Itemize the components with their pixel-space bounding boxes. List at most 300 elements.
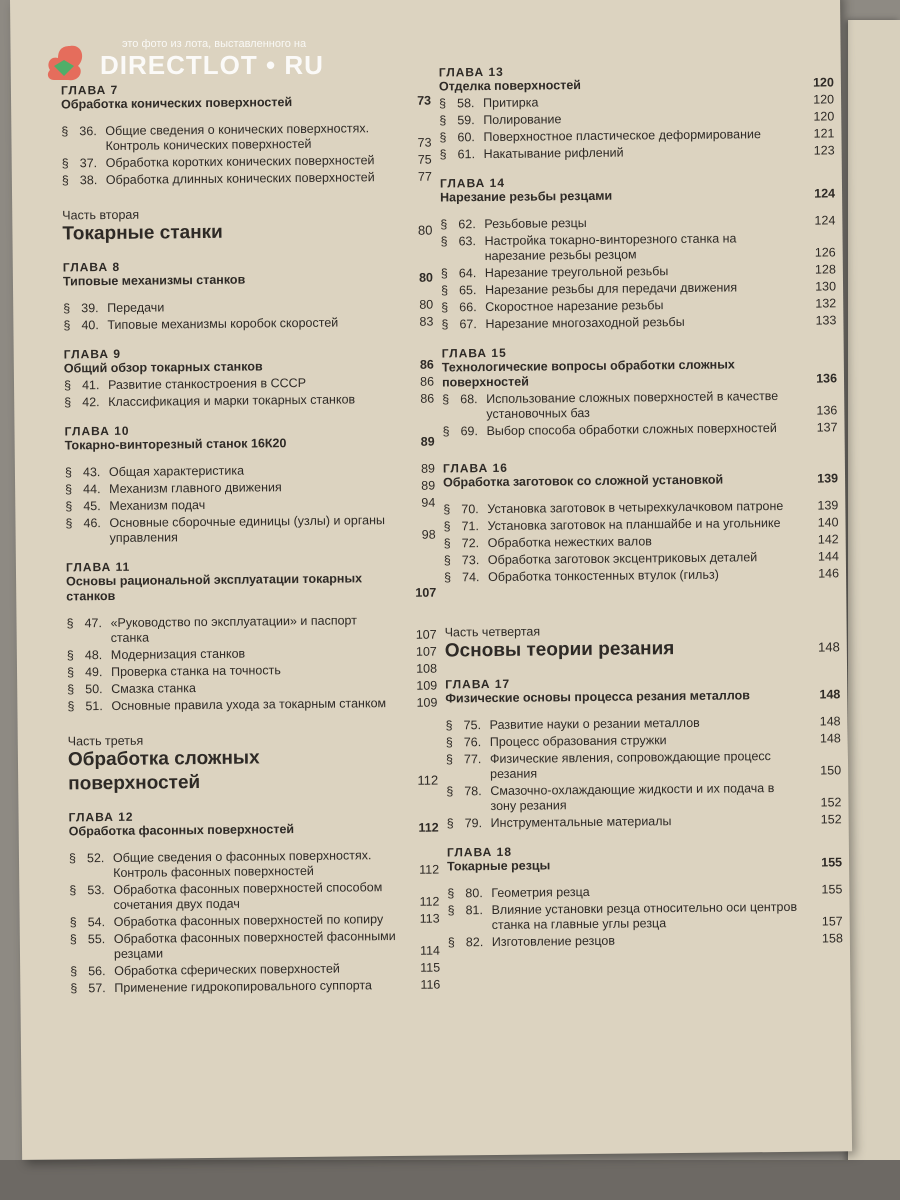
chapter-10 <box>64 421 435 547</box>
toc-entry <box>441 296 836 315</box>
section-number: 53. <box>87 883 105 898</box>
section-number: 36. <box>79 124 97 139</box>
section-title: Обработка заготовок эксцентриковых деталей <box>487 550 758 568</box>
toc-entry <box>441 279 836 298</box>
toc-entry <box>440 213 835 232</box>
section-sign: § <box>446 816 454 831</box>
page-number: 139 <box>817 498 839 513</box>
section-title: Развитие станкостроения в СССР <box>107 375 307 392</box>
section-title: Модернизация станков <box>110 646 246 662</box>
page-number: 152 <box>820 795 842 810</box>
section-sign: § <box>445 718 453 733</box>
toc-entry <box>442 388 837 422</box>
section-sign: § <box>67 682 75 697</box>
page-number: 144 <box>817 549 839 564</box>
toc-entry <box>65 496 435 515</box>
chapter-title-row <box>439 75 834 94</box>
page-number: 148 <box>818 639 840 655</box>
section-sign: § <box>70 964 78 979</box>
chapter-title: Физические основы процесса резания металлов <box>445 688 750 706</box>
section-title: Поверхностное пластическое деформирование <box>483 127 761 145</box>
chapter-title-row <box>66 571 436 605</box>
watermark-caption: это фото из лота, выставленного на <box>122 38 307 50</box>
section-list <box>64 375 434 411</box>
next-page-edge <box>848 20 900 1170</box>
section-title: «Руководство по эксплуатации» и паспорт станка <box>110 613 357 645</box>
page-number: 120 <box>812 75 834 90</box>
page-number: 148 <box>819 714 841 729</box>
section-sign: § <box>439 113 447 128</box>
section-title: Обработка тонкостенных втулок (гильз) <box>487 567 719 585</box>
page-number: 83 <box>419 314 434 329</box>
section-title: Инструментальные материалы <box>490 814 672 831</box>
toc-entry <box>444 566 839 585</box>
chapter-17 <box>445 673 842 831</box>
toc-entry <box>441 262 836 281</box>
part-label: Часть четвертая <box>444 624 541 640</box>
chapter-16 <box>443 457 839 585</box>
section-title: Механизм подач <box>109 497 206 513</box>
section-title: Нарезание резьбы для передачи движения <box>484 280 738 298</box>
section-sign: § <box>69 915 77 930</box>
toc-entry <box>446 731 841 750</box>
page-number: 77 <box>417 169 432 184</box>
page-number: 158 <box>821 931 843 946</box>
section-list <box>66 613 437 715</box>
section-sign: § <box>61 124 69 139</box>
section-list <box>446 714 842 831</box>
section-title: Обработка фасонных поверхностей по копиру <box>113 912 384 929</box>
toc-entry <box>63 298 433 317</box>
page-number: 128 <box>814 262 836 277</box>
part-title: Обработка сложных поверхностей <box>67 747 260 795</box>
chapter-label: ГЛАВА 13 <box>438 64 504 80</box>
toc-entry <box>442 420 837 439</box>
section-title: Основные сборочные единицы (узлы) и органы управления <box>109 513 385 545</box>
page-number: 120 <box>813 92 835 107</box>
page-number: 107 <box>415 585 437 600</box>
section-number: 62. <box>458 217 476 232</box>
section-sign: § <box>64 465 72 480</box>
page-number: 150 <box>820 763 842 778</box>
section-sign: § <box>61 156 69 171</box>
section-sign: § <box>440 234 448 249</box>
section-sign: § <box>439 147 447 162</box>
section-sign: § <box>441 317 449 332</box>
section-title: Физические явления, сопровождающие процесс резания <box>489 749 771 782</box>
toc-entry <box>447 812 842 831</box>
section-list <box>442 388 837 439</box>
page-number: 113 <box>419 911 440 926</box>
chapter-7 <box>61 80 432 189</box>
page-number: 136 <box>816 403 838 418</box>
section-number: 47. <box>84 616 102 631</box>
page-number: 73 <box>417 135 432 150</box>
toc-entry <box>62 153 432 172</box>
toc-entry <box>447 899 842 933</box>
section-list <box>65 462 436 547</box>
toc-entry <box>67 662 437 681</box>
section-title: Общая характеристика <box>108 463 245 479</box>
section-sign: § <box>445 735 453 750</box>
section-number: 82. <box>465 935 484 950</box>
page-number: 120 <box>813 109 835 124</box>
page-number: 107 <box>415 644 437 659</box>
chapter-14 <box>440 172 837 332</box>
section-title: Обработка сферических поверхностей <box>114 961 340 978</box>
section-title: Накатывание рифлений <box>483 145 624 162</box>
section-sign: § <box>447 935 455 950</box>
table-surface <box>0 1160 900 1200</box>
toc-entry <box>63 315 433 334</box>
page-number: 124 <box>814 213 836 228</box>
section-title: Нарезание треугольной резьбы <box>484 264 669 281</box>
section-number: 45. <box>83 499 101 514</box>
section-number: 63. <box>458 234 477 249</box>
toc-entry <box>70 978 440 997</box>
page-number: 136 <box>816 371 838 386</box>
section-sign: § <box>68 851 77 866</box>
toc-entry <box>446 714 841 733</box>
section-number: 76. <box>463 735 482 750</box>
section-number: 73. <box>461 553 480 568</box>
section-sign: § <box>66 616 74 631</box>
page-number: 112 <box>418 820 439 835</box>
toc-entry <box>70 929 440 963</box>
section-number: 40. <box>81 318 99 333</box>
section-number: 72. <box>461 536 480 551</box>
section-title: Настройка токарно-винторезного станка на нарезание резьбы резцом <box>484 231 737 264</box>
page-number: 142 <box>817 532 839 547</box>
page-number: 86 <box>419 357 434 372</box>
section-sign: § <box>443 553 451 568</box>
chapter-title-row <box>442 356 837 390</box>
chapter-12 <box>68 807 440 997</box>
toc-entry <box>69 880 439 914</box>
section-sign: § <box>443 502 451 517</box>
section-number: 59. <box>457 113 475 128</box>
section-sign: § <box>443 570 452 585</box>
section-number: 48. <box>84 648 103 663</box>
section-title: Проверка станка на точность <box>110 663 281 679</box>
section-number: 37. <box>79 156 98 171</box>
page-number: 86 <box>420 391 435 406</box>
section-list <box>69 848 440 997</box>
chapter-15 <box>442 342 838 439</box>
section-sign: § <box>440 283 449 298</box>
toc-entry <box>66 613 436 647</box>
toc-entry <box>440 230 835 264</box>
part-2 <box>62 205 432 247</box>
page-number: 109 <box>416 678 438 693</box>
section-sign: § <box>447 903 455 918</box>
section-title: Обработка коротких конических поверхностей <box>105 153 375 171</box>
page-number: 98 <box>421 527 436 542</box>
section-number: 58. <box>457 96 475 111</box>
part-title-row <box>62 219 432 247</box>
section-sign: § <box>443 519 451 534</box>
part-title-row <box>68 745 438 797</box>
toc-entry <box>65 479 435 498</box>
section-title: Использование сложных поверхностей в качестве установочных баз <box>486 388 779 422</box>
section-number: 52. <box>86 851 105 866</box>
section-number: 55. <box>87 932 106 947</box>
section-sign: § <box>65 482 73 497</box>
section-number: 56. <box>88 964 106 979</box>
section-title: Обработка длинных конических поверхностей <box>105 170 375 188</box>
section-title: Смазочно-охлаждающие жидкости и их подача в зону резания <box>490 781 775 814</box>
section-sign: § <box>441 300 449 315</box>
section-sign: § <box>440 266 448 281</box>
section-sign: § <box>64 395 72 410</box>
section-number: 66. <box>459 300 477 315</box>
page-number: 124 <box>814 186 836 201</box>
section-sign: § <box>442 424 450 439</box>
chapter-title: Токарные резцы <box>447 858 551 874</box>
section-title: Влияние установки резца относительно оси центров станка на главные углы резца <box>491 899 798 933</box>
section-sign: § <box>70 981 78 996</box>
section-title: Обработка фасонных поверхностей способом сочетания двух подач <box>113 880 383 912</box>
page-number: 137 <box>816 420 838 435</box>
section-title: Установка заготовок в четырехкулачковом патроне <box>487 498 784 517</box>
page-number: 80 <box>419 297 434 312</box>
chapter-label: ГЛАВА 18 <box>446 844 513 860</box>
chapter-title: Технологические вопросы обработки сложных поверхностей <box>441 357 735 390</box>
page-number: 116 <box>420 977 441 992</box>
part-label: Часть вторая <box>62 207 140 223</box>
page-number: 148 <box>819 687 841 702</box>
section-number: 42. <box>82 395 100 410</box>
page-number: 148 <box>819 731 841 746</box>
chapter-label: ГЛАВА 14 <box>439 175 506 191</box>
toc-entry <box>67 696 437 715</box>
section-number: 38. <box>79 173 98 188</box>
section-sign: § <box>63 301 71 316</box>
squirrel-logo-icon <box>40 40 88 84</box>
toc-entry <box>70 961 440 980</box>
page-number: 155 <box>821 855 843 870</box>
page-number: 123 <box>813 143 835 158</box>
section-title: Общие сведения о фасонных поверхностях. Контроль фасонных поверхностей <box>112 848 372 880</box>
section-sign: § <box>63 378 72 393</box>
page-number: 80 <box>417 222 433 238</box>
section-number: 79. <box>464 816 483 831</box>
section-number: 65. <box>458 283 477 298</box>
section-list <box>439 92 835 162</box>
section-title: Геометрия резца <box>491 884 590 901</box>
section-number: 44. <box>83 482 101 497</box>
toc-entry <box>67 645 437 664</box>
section-number: 75. <box>463 718 482 733</box>
chapter-title: Общий обзор токарных станков <box>63 359 263 376</box>
section-number: 81. <box>465 903 484 918</box>
page-number: 121 <box>813 126 835 141</box>
toc-entry <box>448 931 843 950</box>
toc-entry <box>70 912 440 931</box>
section-number: 41. <box>81 378 100 393</box>
book-page <box>10 0 852 1160</box>
section-title: Установка заготовок на планшайбе и на угольнике <box>487 515 781 534</box>
section-list <box>443 498 839 585</box>
section-number: 74. <box>461 570 480 585</box>
section-number: 70. <box>461 502 479 517</box>
section-number: 46. <box>83 516 101 531</box>
section-sign: § <box>66 665 75 680</box>
section-list <box>440 213 836 332</box>
section-number: 39. <box>81 301 99 316</box>
page-number: 109 <box>416 695 438 710</box>
chapter-label: ГЛАВА 15 <box>441 345 507 361</box>
chapter-label: ГЛАВА 10 <box>64 423 130 439</box>
toc-entry <box>444 532 839 551</box>
chapter-title: Основы рациональной эксплуатации токарных станков <box>66 571 363 604</box>
watermark <box>40 30 370 90</box>
toc-entry <box>439 126 834 145</box>
section-number: 77. <box>463 752 482 767</box>
toc-entry <box>441 313 836 332</box>
chapter-title: Обработка фасонных поверхностей <box>68 822 295 839</box>
section-title: Скоростное нарезание резьбы <box>485 298 664 315</box>
section-sign: § <box>65 499 73 514</box>
chapter-title: Токарно-винторезный станок 16К20 <box>64 436 287 453</box>
watermark-brand: DIRECTLOT • RU <box>100 50 324 80</box>
page-number: 89 <box>421 478 436 493</box>
page-number: 115 <box>420 960 441 975</box>
page-number: 133 <box>815 313 837 328</box>
page-number: 112 <box>417 772 439 788</box>
page-number: 94 <box>421 495 436 510</box>
section-number: 54. <box>87 915 106 930</box>
section-title: Классификация и марки токарных станков <box>108 392 356 409</box>
chapter-label: ГЛАВА 12 <box>68 809 134 825</box>
section-title: Полирование <box>483 112 562 128</box>
page-number: 112 <box>419 862 440 877</box>
section-title: Передачи <box>107 300 165 315</box>
page-number: 140 <box>817 515 839 530</box>
section-number: 57. <box>88 981 106 996</box>
chapter-title: Обработка заготовок со сложной установкой <box>443 472 724 490</box>
page-number: 130 <box>815 279 837 294</box>
part-label: Часть третья <box>67 733 144 749</box>
page-number: 139 <box>817 471 839 486</box>
page-number: 146 <box>818 566 840 581</box>
chapter-label: ГЛАВА 16 <box>442 460 509 476</box>
chapter-label: ГЛАВА 17 <box>445 676 511 692</box>
section-title: Механизм главного движения <box>109 480 282 496</box>
toc-entry <box>440 143 835 162</box>
toc-entry <box>65 513 435 547</box>
section-number: 49. <box>84 665 103 680</box>
section-sign: § <box>66 648 74 663</box>
toc-entry <box>439 92 834 111</box>
page-number: 89 <box>420 461 436 476</box>
section-sign: § <box>446 784 454 799</box>
toc-entry <box>443 498 838 517</box>
toc-entry <box>444 549 839 568</box>
section-number: 78. <box>464 784 482 799</box>
toc-entry <box>446 780 841 814</box>
section-title: Типовые механизмы коробок скоростей <box>107 315 339 332</box>
section-sign: § <box>439 96 447 111</box>
page-number: 157 <box>821 914 843 929</box>
part-title-row <box>445 635 840 663</box>
chapter-title-row <box>64 358 434 377</box>
chapter-18 <box>447 841 843 950</box>
section-number: 69. <box>460 424 479 439</box>
toc-entry <box>64 375 434 394</box>
toc-entry <box>62 170 432 189</box>
section-sign: § <box>69 883 77 898</box>
page-number: 80 <box>418 270 434 285</box>
page-number: 73 <box>417 93 432 108</box>
section-number: 71. <box>461 519 479 534</box>
page-number: 114 <box>419 943 441 958</box>
page-number: 107 <box>415 627 437 642</box>
section-number: 80. <box>465 886 483 901</box>
section-number: 60. <box>457 130 475 145</box>
chapter-label: ГЛАВА 7 <box>60 82 119 98</box>
page-number: 75 <box>417 152 432 167</box>
section-number: 64. <box>458 266 477 281</box>
toc-entry <box>446 748 841 782</box>
section-title: Процесс образования стружки <box>489 733 667 750</box>
toc-entry <box>447 882 842 901</box>
section-title: Общие сведения о конических поверхностях. Контроль конических поверхностей <box>105 121 370 154</box>
page-number: 126 <box>814 245 836 260</box>
toc-entry <box>439 109 834 128</box>
section-sign: § <box>67 699 75 714</box>
chapter-11 <box>66 557 438 715</box>
toc-entry <box>64 392 434 411</box>
section-number: 67. <box>459 317 477 332</box>
chapter-label: ГЛАВА 8 <box>62 259 121 275</box>
section-sign: § <box>63 318 71 333</box>
toc-entry <box>65 462 435 481</box>
section-sign: § <box>447 886 455 901</box>
page-number: 89 <box>420 434 435 449</box>
chapter-title: Типовые механизмы станков <box>62 272 246 289</box>
section-sign: § <box>61 173 69 188</box>
left-column <box>61 66 441 997</box>
page-number: 132 <box>815 296 837 311</box>
section-number: 61. <box>457 147 476 162</box>
page-number: 108 <box>416 661 438 676</box>
part-3 <box>68 731 439 797</box>
toc-entry <box>67 679 437 698</box>
chapter-9 <box>64 344 435 411</box>
part-title: Токарные станки <box>62 221 223 245</box>
page-number: 152 <box>820 812 842 827</box>
section-title: Выбор способа обработки сложных поверхностей <box>486 420 777 439</box>
section-sign: § <box>439 130 447 145</box>
section-list <box>63 298 433 334</box>
section-title: Развитие науки о резании металлов <box>489 715 700 733</box>
section-sign: § <box>445 752 454 767</box>
section-list <box>61 121 432 189</box>
part-title: Основы теории резания <box>444 638 675 662</box>
section-title: Нарезание многозаходной резьбы <box>485 314 685 332</box>
chapter-title: Отделка поверхностей <box>438 78 581 94</box>
page-number: 112 <box>419 894 440 909</box>
section-title: Резьбовые резцы <box>484 215 587 232</box>
section-number: 68. <box>460 392 478 407</box>
section-title: Смазка станка <box>111 681 197 696</box>
section-title: Обработка нежестких валов <box>487 534 652 551</box>
toc-entry <box>61 121 431 155</box>
chapter-label: ГЛАВА 9 <box>63 346 122 362</box>
section-list <box>447 882 843 950</box>
section-sign: § <box>440 217 448 232</box>
